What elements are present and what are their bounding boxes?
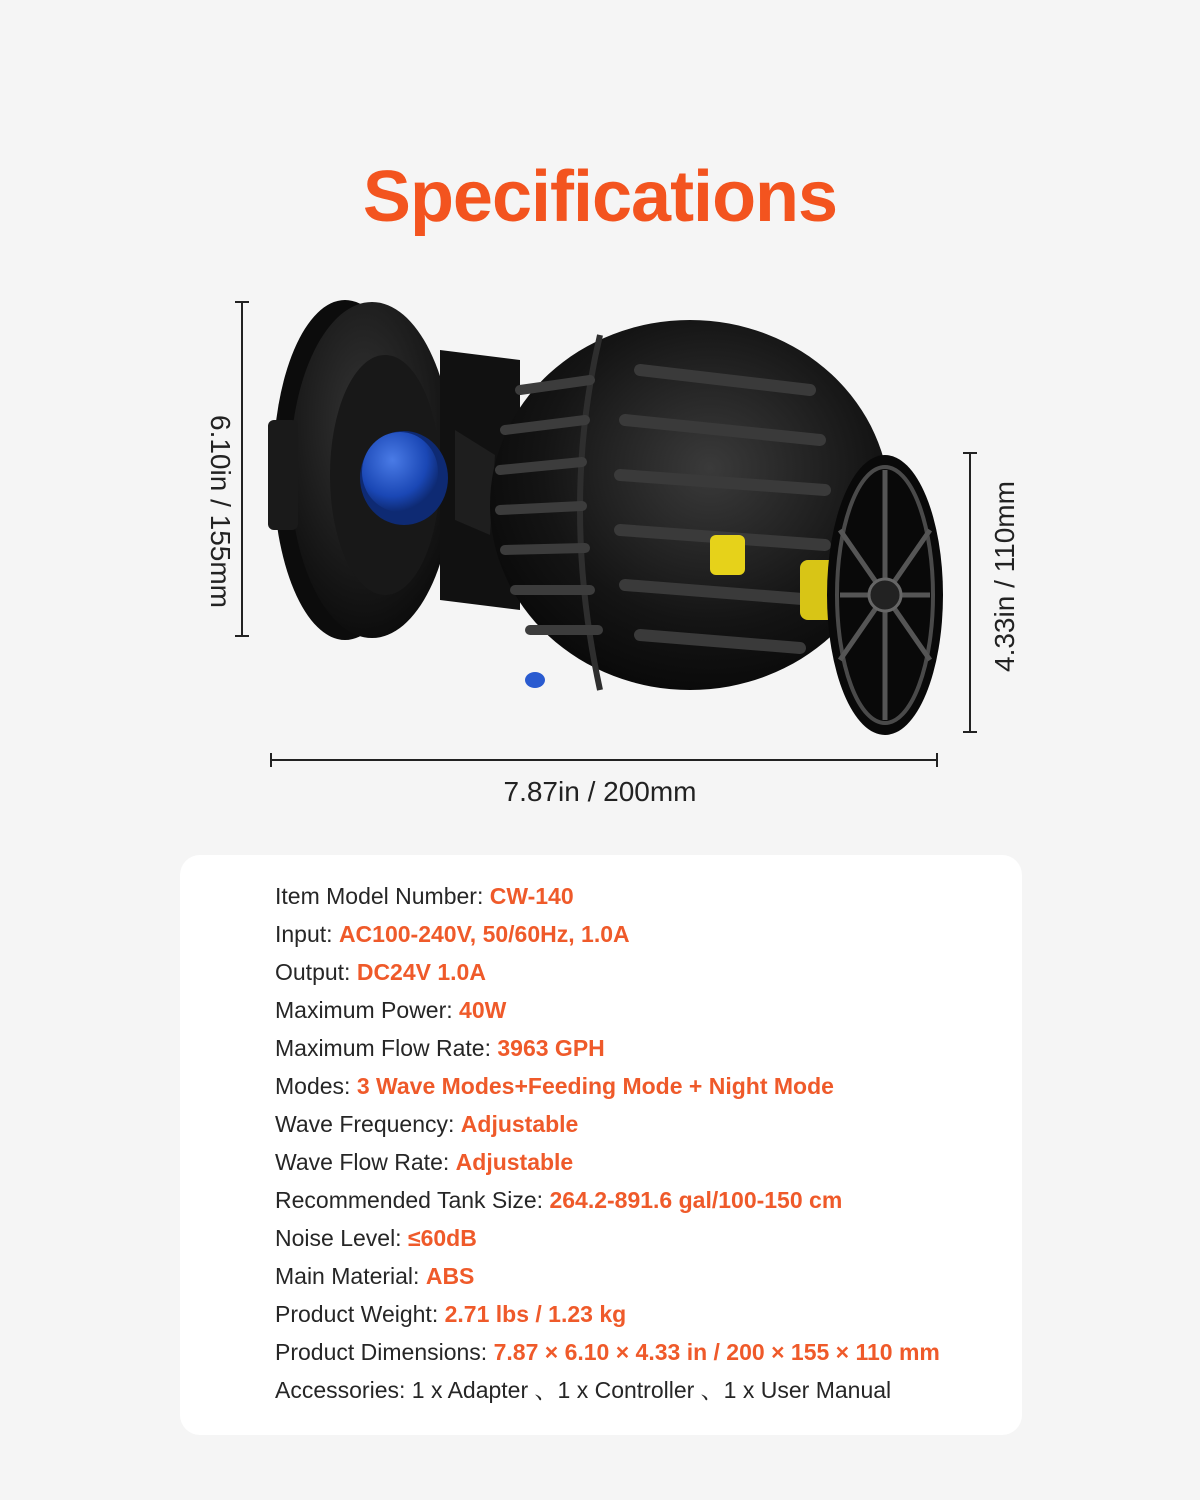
depth-dimension-line	[963, 453, 977, 732]
spec-value: 2.71 lbs / 1.23 kg	[444, 1301, 627, 1327]
spec-label: Wave Frequency:	[275, 1111, 461, 1137]
blue-knob	[360, 431, 448, 525]
spec-label: Product Weight:	[275, 1301, 445, 1327]
spec-row	[275, 1333, 940, 1371]
spec-label: Maximum Power:	[275, 997, 460, 1023]
spec-label: Maximum Flow Rate:	[275, 1035, 498, 1061]
spec-value: 1 x Adapter 、1 x Controller 、1 x User Manual	[411, 1377, 892, 1403]
spec-row	[275, 1067, 940, 1105]
spec-label: Product Dimensions:	[275, 1339, 494, 1365]
spec-value: 264.2-891.6 gal/100-150 cm	[549, 1187, 843, 1213]
spec-row	[275, 877, 940, 915]
spec-label: Input:	[275, 921, 339, 947]
height-dimension-label: 6.10in / 155mm	[205, 415, 236, 608]
spec-label: Output:	[275, 959, 357, 985]
spec-row	[275, 915, 940, 953]
spec-row	[275, 1257, 940, 1295]
spec-label: Modes:	[275, 1073, 357, 1099]
specifications-card	[180, 855, 1022, 1435]
width-dimension-label: 7.87in / 200mm	[503, 776, 697, 807]
spec-label: Item Model Number:	[275, 883, 490, 909]
spec-row	[275, 1143, 940, 1181]
spec-label: Main Material:	[275, 1263, 426, 1289]
spec-row	[275, 1219, 940, 1257]
width-dimension-line	[271, 753, 937, 767]
nozzle-cage	[827, 455, 943, 735]
spec-row	[275, 1029, 940, 1067]
spec-label: Wave Flow Rate:	[275, 1149, 456, 1175]
spec-value: 3963 GPH	[497, 1035, 605, 1061]
spec-label: Recommended Tank Size:	[275, 1187, 550, 1213]
spec-value: Adjustable	[455, 1149, 574, 1175]
spec-value: 3 Wave Modes+Feeding Mode + Night Mode	[356, 1073, 834, 1099]
spec-label: Noise Level:	[275, 1225, 408, 1251]
spec-row	[275, 1105, 940, 1143]
spec-value: CW-140	[489, 883, 574, 909]
spec-row	[275, 991, 940, 1029]
spec-row	[275, 1295, 940, 1333]
spec-row	[275, 953, 940, 991]
spec-value: 7.87 × 6.10 × 4.33 in / 200 × 155 × 110 mm	[493, 1339, 940, 1365]
height-dimension-line	[235, 302, 249, 636]
spec-row	[275, 1371, 940, 1409]
page-title: Specifications	[362, 157, 838, 238]
depth-dimension-label: 4.33in / 110mm	[989, 481, 1020, 672]
spec-value: ≤60dB	[407, 1225, 477, 1251]
spec-row	[275, 1181, 940, 1219]
spec-value: Adjustable	[460, 1111, 579, 1137]
spec-value: ABS	[425, 1263, 475, 1289]
spec-list	[275, 877, 940, 1409]
spec-value: DC24V 1.0A	[356, 959, 486, 985]
spec-value: AC100-240V, 50/60Hz, 1.0A	[338, 921, 630, 947]
spec-label: Accessories:	[275, 1377, 412, 1403]
spec-value: 40W	[459, 997, 507, 1023]
